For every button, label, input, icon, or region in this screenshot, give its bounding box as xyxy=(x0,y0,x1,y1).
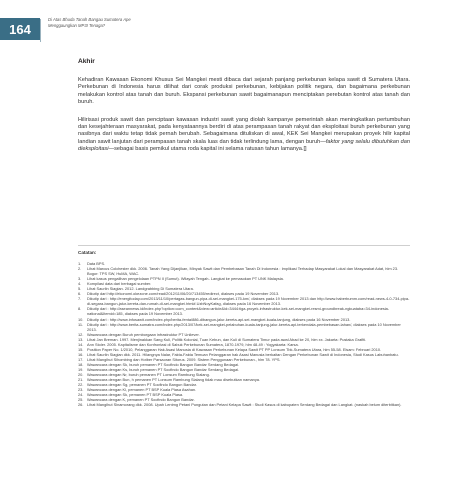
note-number: 2. xyxy=(78,266,82,272)
main-content xyxy=(78,58,410,164)
note-number: 1. xyxy=(78,261,82,266)
note-text: Wawancara dengan Sk, buruh pemanen PT Socfindo Bangun Bandar Serdang Bedagai. xyxy=(87,361,240,367)
note-item xyxy=(78,402,410,407)
note-number: 11. xyxy=(78,321,84,327)
page-number: 164 xyxy=(0,18,40,40)
notes-title: Catatan: xyxy=(78,250,97,255)
note-number: 6. xyxy=(78,291,82,297)
note-number: 21. xyxy=(78,377,84,383)
paragraph-2-italic: faktor yang selalu dibutuhkan dan dieksploitasi xyxy=(78,138,410,153)
header-divider xyxy=(40,19,41,42)
note-number: 19. xyxy=(78,366,84,372)
note-number: 15. xyxy=(78,346,84,352)
note-text: Lihat Saurlin Siagian. 2012. Landgrabbing Di Sumatera Utara. xyxy=(87,286,194,292)
notes-section xyxy=(78,250,410,407)
note-text: Wawancara dengan K, pemanen PT Socfindo Bangun Bandar. xyxy=(87,397,195,403)
note-number: 23. xyxy=(78,387,84,393)
note-number: 8. xyxy=(78,306,82,312)
note-text: Lihat Marcus Colchester dkk. 2006. Tanah Yang Dijanjikan, Minyak Sawit dan Pembebasan Tanah Di Indonesia : Implikasi Terhadap Masyarakat Lokal dan Masyarakat Adat, hlm 23. Bogor: TPS SW, HuMA, WAC. xyxy=(87,266,399,277)
note-text: Dikutip dari : http://energitoday.com/2013/11/10/pertagas-bangun-pipa-di-sei-mangkei-175-km/, diakses pada 19 November 2013 dan http://www.haberbumm.com/read-news-4-0-734-pipa-di-segara-bangun-jalur-kereta-dan-rumah-di-sei-mangkei.html#.UzbNoyKafag, diakses pada 16 November 2013. xyxy=(87,296,410,307)
note-text: Wawancara dengan Bun, h pemanen PT Lonsum Rambung Sialang tidak mau disebutkan namanya. xyxy=(87,377,261,383)
note-text: Wawancara dengan Sg, pemanen PT Socfindo Bangun Bandar. xyxy=(87,382,197,388)
note-number: 18. xyxy=(78,361,84,367)
running-head-line1: Di Atas Bhuda Tanah Bangau Sumatera Ape xyxy=(48,17,131,22)
notes-divider xyxy=(78,245,410,246)
note-number: 22. xyxy=(78,382,84,388)
note-text: Lihat Mangihut Sinamorang dkk. 2008. Upah Lentmg Petani Pungutan dan Petani Kelapa Sawit : Studi Kasus di kabupaten Serdang Bedagai dan Langkat. (naskah belum diterbitkan). xyxy=(87,402,402,408)
paragraph-2 xyxy=(78,117,410,154)
note-number: 17. xyxy=(78,356,84,362)
note-text: Wawancara dengan Ks, buruh pemanen PT Socfindo Bangun Bandar Serdang Bedagai. xyxy=(87,366,240,372)
note-text: Dikutip dari : http://aseannews.id/index.php?option=com_content&view=article&id=3444:tiga-proyek-infrastruktur-kek-sei-mangkei-resmi-groundbreak-ngkuataba=34-indonesia-national&Itemid=185, diakses pada 19 November 2013. xyxy=(87,306,390,317)
note-text: Lihat Saurlin Siagian dkk. 2011. Hilangnya Nalar, Fakta-Fakta Temuan Pelanggaran hak Asasi Manusia berkaitan Dengan Perkebunan Sawit di Indonesia, Studi Kasus Labuhanbatu. xyxy=(87,351,399,357)
note-item xyxy=(78,306,410,316)
note-text: Dikutip dari : http://www.infosawit.com/index.php/berita-fenta/886-dibangun-jalur-kereta-api-sei-mangkei-kuala-tanjung, diakses pada 16 November 2013. xyxy=(87,316,351,322)
note-text: Kompilasi data dari berbagai sumber. xyxy=(87,281,152,287)
note-text: Lihat kasus pengalihan pengelolaan PTPN II (Sumut). Wilayah Tengah- Langkat ke pemasokan PT UNK Malaysia. xyxy=(87,276,284,282)
note-number: 20. xyxy=(78,372,84,378)
note-text: Lihat Mangihut Sihombing dan Hotber Parsaoran Sitorus. 2009. Sistem Penggunaan Perkebunan., hlm 78. YPS. xyxy=(87,356,281,362)
notes-list xyxy=(78,261,410,407)
note-number: 26. xyxy=(78,402,84,408)
note-item xyxy=(78,266,410,276)
section-title: Akhir xyxy=(78,58,95,65)
note-number: 25. xyxy=(78,397,84,403)
note-number: 12. xyxy=(78,331,84,337)
note-item xyxy=(78,322,410,332)
note-number: 14. xyxy=(78,341,84,347)
note-number: 10. xyxy=(78,316,84,322)
paragraph-2-part2: —sebagai basis pemikul utama roda kapital ini selama ratusan tahun lamanya.[] xyxy=(108,146,307,153)
note-number: 4. xyxy=(78,281,82,287)
note-text: Dikutip dari : http://www.berita-sumatra.com/index.php/2013/07/kek-sei-mangkei-pelabuhan-kuala-tanjung-jalur-kereta-api-terkendala-pembebasan-lahan/, diakses pada 10 November 2013. xyxy=(87,321,401,332)
note-number: 24. xyxy=(78,392,84,398)
note-text: Lihat Jan Breman. 1997. Menjinakkan Sang Kuli, Politik Kolonial, Tuan Kebun, dan Kuli di Sumatera Timur pada awal Abad ke 20, hlm xx. Jakarta: Pustaka Grafiti. xyxy=(87,336,367,342)
running-head-line2: Menggaungkan MP3I Tenaga? xyxy=(48,22,106,28)
paragraph-2-part1: Hilirisasi produk sawit dan penciptaan kawasan industri sawit yang diolah kampanye pemerintah akan meningkatkan pertumbuhan dan kesejahteraan masyarakat, pada kenyataannya berdiri di atas perampasan tanah rakyat dan eksploitasi buruh perkebunan yang nasibnya dari waktu tetap tidak pernah berubah. Sebagaimana dituliskan di awal, KEK Sei Mangkei merupakan proyek hilir kapital landian sawit lanjutan dari perampasan tanah skala luas dan tidak terlindung lama, dengan buruh— xyxy=(78,116,410,145)
note-text: Wawancara dengan Sk, pemanen PT BSP Kuala Piasa. xyxy=(87,392,184,398)
note-number: 3. xyxy=(78,276,82,282)
note-number: 7. xyxy=(78,296,82,302)
note-number: 13. xyxy=(78,336,84,342)
running-head xyxy=(48,17,198,28)
note-text: Ann Stoler. 2005. Kapitalisme dan Konfrontasi di Sabuk Perkebunan Sumatera, 1870-1979, hlm 48-49 : Yogyakarta: Karsa. xyxy=(87,341,299,347)
note-item xyxy=(78,296,410,306)
note-text: Data BPS. xyxy=(87,261,106,266)
note-text: Wawancara dengan Buruh pemborgaan infrastruktur PT Unilever. xyxy=(87,331,200,337)
note-text: Wawancara dengan Kl, pemanen PT BSP Kuala Piasa Asahan. xyxy=(87,387,197,393)
note-number: 5. xyxy=(78,286,82,292)
note-text: Position Paper No. 1/2010, Pelanggaran Hak Asasi Manusia di Kawasan Perkebunan Kelapa Sawit PT PP Lonsum Tbk-Sumatera Utara, hlm 55-58. Elsam: Februari 2010. xyxy=(87,346,382,352)
paragraph-1: Kehadiran Kawasan Ekonomi Khusus Sei Mangkei mesti dibaca dari sejarah panjang perkebunan kelapa sawit di Sumatera Utara. Perkebunan di Indonesia harus dilihat dari corak produksi perkebunan, kebijakan politik negara, dan bagaimana perkebunan melakukan kontrol atas tanah dan buruh. Ekspansi perkebunan sawit bagaimanapun menciptakan perebutan kontrol atas tanah dan buruh. xyxy=(78,77,410,106)
note-text: Dikutip dari http://ekonomi.okezone.com/read/2012/11/06/20/713455/redirect, diakses pada 19 November 2013. xyxy=(87,291,280,297)
note-number: 16. xyxy=(78,351,84,357)
note-text: Wawancara dengan Nr, buruh pemanen PT Lonsum Rambung Sialang. xyxy=(87,372,210,378)
